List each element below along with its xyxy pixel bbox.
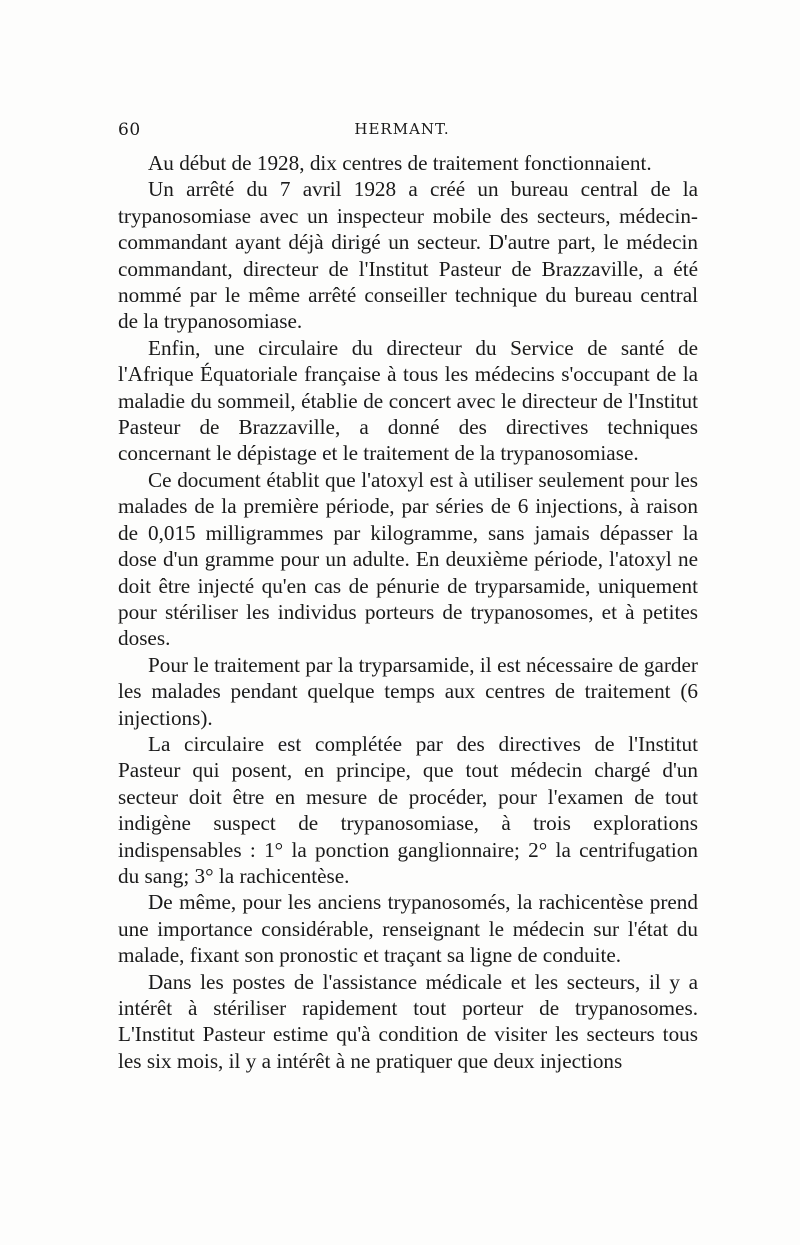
paragraph-postes-secteurs: Dans les postes de l'assistance médicale et les secteurs, il y a intérêt à stériliser rapidement tout porteur de trypanosomes. L'Institut Pasteur estime qu'à condition de visiter les secteurs tous les six mois, il y a intérêt à ne pratiquer que deux injections — [118, 969, 698, 1073]
body-text — [118, 150, 698, 1074]
paragraph-tryparsamide: Pour le traitement par la tryparsamide, il est nécessaire de garder les malades pendant quelque temps aux centres de traitement (6 injections). — [118, 652, 698, 730]
running-head-author: HERMANT. — [354, 120, 450, 138]
paragraph-atoxyl: Ce document établit que l'atoxyl est à utiliser seulement pour les malades de la première période, par séries de 6 injections, à raison de 0,015 milligrammes par kilogramme, sans jamais dépasser la dose d'un gramme pour un adulte. En deuxième période, l'atoxyl ne doit être injecté qu'en cas de pénurie de tryparsamide, uniquement pour stériliser les individus porteurs de trypanosomes, et à petites doses. — [118, 467, 698, 651]
paragraph-bureau-central: Un arrêté du 7 avril 1928 a créé un bureau central de la trypanosomiase avec un inspecteur mobile des secteurs, médecin-commandant ayant déjà dirigé un secteur. D'autre part, le médecin commandant, directeur de l'Institut Pasteur de Brazzaville, a été nommé par le même arrêté conseiller technique du bureau central de la trypanosomiase. — [118, 177, 698, 334]
page-number: 60 — [118, 120, 141, 140]
paragraph-institut-pasteur: La circulaire est complétée par des directives de l'Institut Pasteur qui posent, en principe, que tout médecin chargé d'un secteur doit être en mesure de procéder, pour l'examen de tout indigène suspect de trypanosomiase, à trois explorations indispensables : 1° la ponction ganglionnaire; 2° la centrifugation du sang; 3° la rachicentèse. — [118, 731, 698, 888]
paragraph-circulaire: Enfin, une circulaire du directeur du Service de santé de l'Afrique Équatoriale française à tous les médecins s'occupant de la maladie du sommeil, établie de concert avec le directeur de l'Institut Pasteur de Brazzaville, a donné des directives techniques concernant le dépistage et le traitement de la trypanosomiase. — [118, 335, 698, 466]
paragraph-centres-count: Au début de 1928, dix centres de traitement fonctionnaient. — [148, 151, 652, 175]
paragraph-rachicentese: De même, pour les anciens trypanosomés, la rachicentèse prend une importance considérable, renseignant le médecin sur l'état du malade, fixant son pronostic et traçant sa ligne de conduite. — [118, 890, 698, 968]
running-head — [118, 120, 686, 142]
